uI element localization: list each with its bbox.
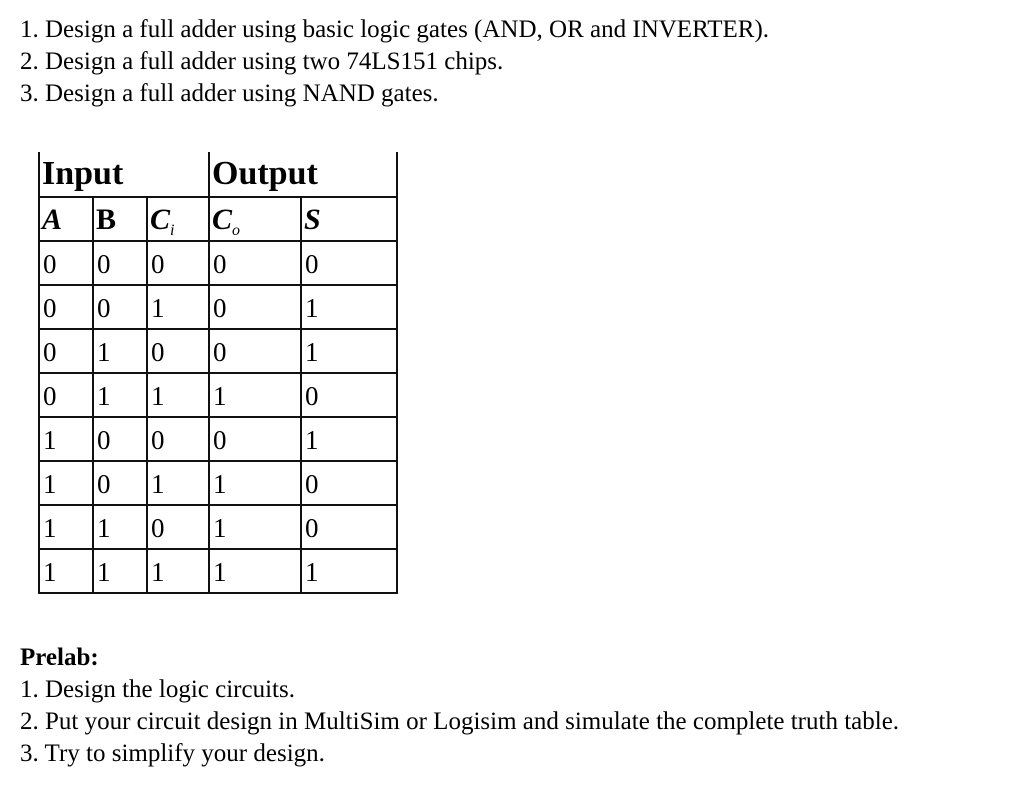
task-list: [20, 14, 769, 110]
column-label: [212, 198, 240, 242]
table-cell: 0: [213, 293, 227, 323]
table-cell: 0: [43, 249, 57, 279]
table-cell: 1: [305, 557, 319, 587]
table-cell: 1: [43, 513, 57, 543]
table-cell: 0: [43, 337, 57, 367]
column-label-text: A: [42, 203, 63, 236]
table-cell: 0: [151, 513, 165, 543]
output-header: Output: [212, 155, 318, 192]
table-cell: 1: [151, 469, 165, 499]
table-cell: 0: [97, 249, 111, 279]
table-cell: 0: [97, 469, 111, 499]
prelab-item: 1. Design the logic circuits.: [20, 676, 295, 703]
table-cell: 0: [305, 513, 319, 543]
table-cell: 0: [213, 425, 227, 455]
table-cell: 1: [213, 469, 227, 499]
table-cell: 1: [151, 381, 165, 411]
column-label-subscript: o: [232, 222, 241, 239]
prelab-item: 2. Put your circuit design in MultiSim or Logisim and simulate the complete truth table.: [20, 708, 900, 735]
table-cell: 1: [97, 557, 111, 587]
task-item: 3. Design a full adder using NAND gates.: [20, 80, 439, 107]
prelab-item: 3. Try to simplify your design.: [20, 740, 325, 767]
table-cell: 0: [151, 425, 165, 455]
table-cell: 1: [97, 337, 111, 367]
column-label: [150, 198, 174, 242]
table-cell: 1: [213, 557, 227, 587]
table-cell: 1: [151, 293, 165, 323]
table-cell: 1: [305, 425, 319, 455]
table-cell: 1: [305, 337, 319, 367]
table-cell: 1: [43, 425, 57, 455]
column-label: [304, 198, 321, 242]
column-label-text: S: [304, 203, 321, 236]
table-cell: 0: [151, 337, 165, 367]
table-cell: 1: [151, 557, 165, 587]
table-cell: 0: [213, 249, 227, 279]
column-label: [96, 198, 116, 242]
prelab-list: [20, 674, 899, 770]
table-cell: 1: [213, 381, 227, 411]
task-item: 1. Design a full adder using basic logic gates (AND, OR and INVERTER).: [20, 16, 770, 43]
table-cell: 1: [213, 513, 227, 543]
column-label: [42, 198, 62, 242]
table-cell: 0: [97, 425, 111, 455]
table-cell: 0: [305, 469, 319, 499]
table-vline: [146, 196, 148, 592]
table-cell: 0: [151, 249, 165, 279]
column-label-text: C: [150, 203, 171, 236]
column-label-text: C: [212, 203, 233, 236]
table-cell: 0: [43, 381, 57, 411]
table-cell: 1: [97, 381, 111, 411]
table-cell: 1: [305, 293, 319, 323]
table-cell: 0: [213, 337, 227, 367]
table-cell: 0: [305, 381, 319, 411]
task-item: 2. Design a full adder using two 74LS151 chips.: [20, 48, 504, 75]
table-cell: 1: [43, 469, 57, 499]
table-cell: 0: [305, 249, 319, 279]
prelab-title: Prelab:: [20, 644, 99, 671]
table-cell: 1: [97, 513, 111, 543]
column-label-text: B: [96, 203, 117, 236]
table-vline: [300, 196, 302, 592]
input-header: Input: [42, 155, 124, 192]
truth-table: [38, 152, 398, 592]
table-vline: [92, 196, 94, 592]
prelab-section: [20, 642, 899, 770]
table-cell: 0: [43, 293, 57, 323]
table-cell: 1: [43, 557, 57, 587]
column-label-subscript: i: [170, 222, 175, 239]
table-cell: 0: [97, 293, 111, 323]
